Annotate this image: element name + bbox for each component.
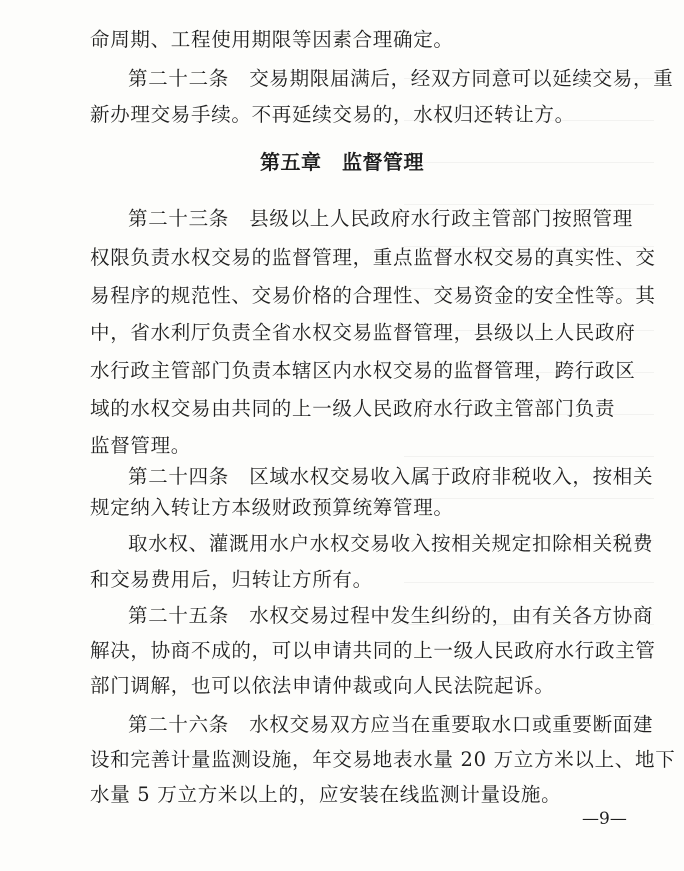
text-line: 解决，协商不成的，可以申请共同的上一级人民政府水行政主管 bbox=[90, 639, 656, 662]
article-25-line: 第二十五条 水权交易过程中发生纠纷的，由有关各方协商 bbox=[128, 604, 654, 627]
article-24-line: 第二十四条 区域水权交易收入属于政府非税收入，按相关 bbox=[128, 465, 654, 488]
chapter-heading: 第五章 监督管理 bbox=[260, 150, 424, 174]
text-line: 监督管理。 bbox=[90, 434, 192, 457]
text-line: 中，省水利厅负责全省水权交易监督管理，县级以上人民政府 bbox=[90, 321, 636, 344]
text-line: 水行政主管部门负责本辖区内水权交易的监督管理，跨行政区 bbox=[90, 359, 636, 382]
text-line: 新办理交易手续。不再延续交易的，水权归还转让方。 bbox=[90, 103, 575, 126]
text-line: 水量 5 万立方米以上的，应安装在线监测计量设施。 bbox=[90, 783, 562, 806]
text-line: 规定纳入转让方本级财政预算统筹管理。 bbox=[90, 496, 454, 519]
text-line: 命周期、工程使用期限等因素合理确定。 bbox=[90, 28, 454, 51]
text-line: 取水权、灌溉用水户水权交易收入按相关规定扣除相关税费 bbox=[128, 532, 654, 555]
article-26-line: 第二十六条 水权交易双方应当在重要取水口或重要断面建 bbox=[128, 713, 654, 736]
text-line: 设和完善计量监测设施，年交易地表水量 20 万立方米以上、地下 bbox=[90, 748, 676, 771]
article-23-line: 第二十三条 县级以上人民政府水行政主管部门按照管理 bbox=[128, 207, 634, 230]
text-line: 域的水权交易由共同的上一级人民政府水行政主管部门负责 bbox=[90, 397, 616, 420]
page-number: —9— bbox=[582, 809, 627, 829]
text-line: 易程序的规范性、交易价格的合理性、交易资金的安全性等。其 bbox=[90, 284, 656, 307]
article-22-line: 第二十二条 交易期限届满后，经双方同意可以延续交易，重 bbox=[128, 67, 674, 90]
text-line: 和交易费用后，归转让方所有。 bbox=[90, 568, 373, 591]
text-line: 部门调解，也可以依法申请仲裁或向人民法院起诉。 bbox=[90, 674, 555, 697]
text-line: 权限负责水权交易的监督管理，重点监督水权交易的真实性、交 bbox=[90, 246, 656, 269]
